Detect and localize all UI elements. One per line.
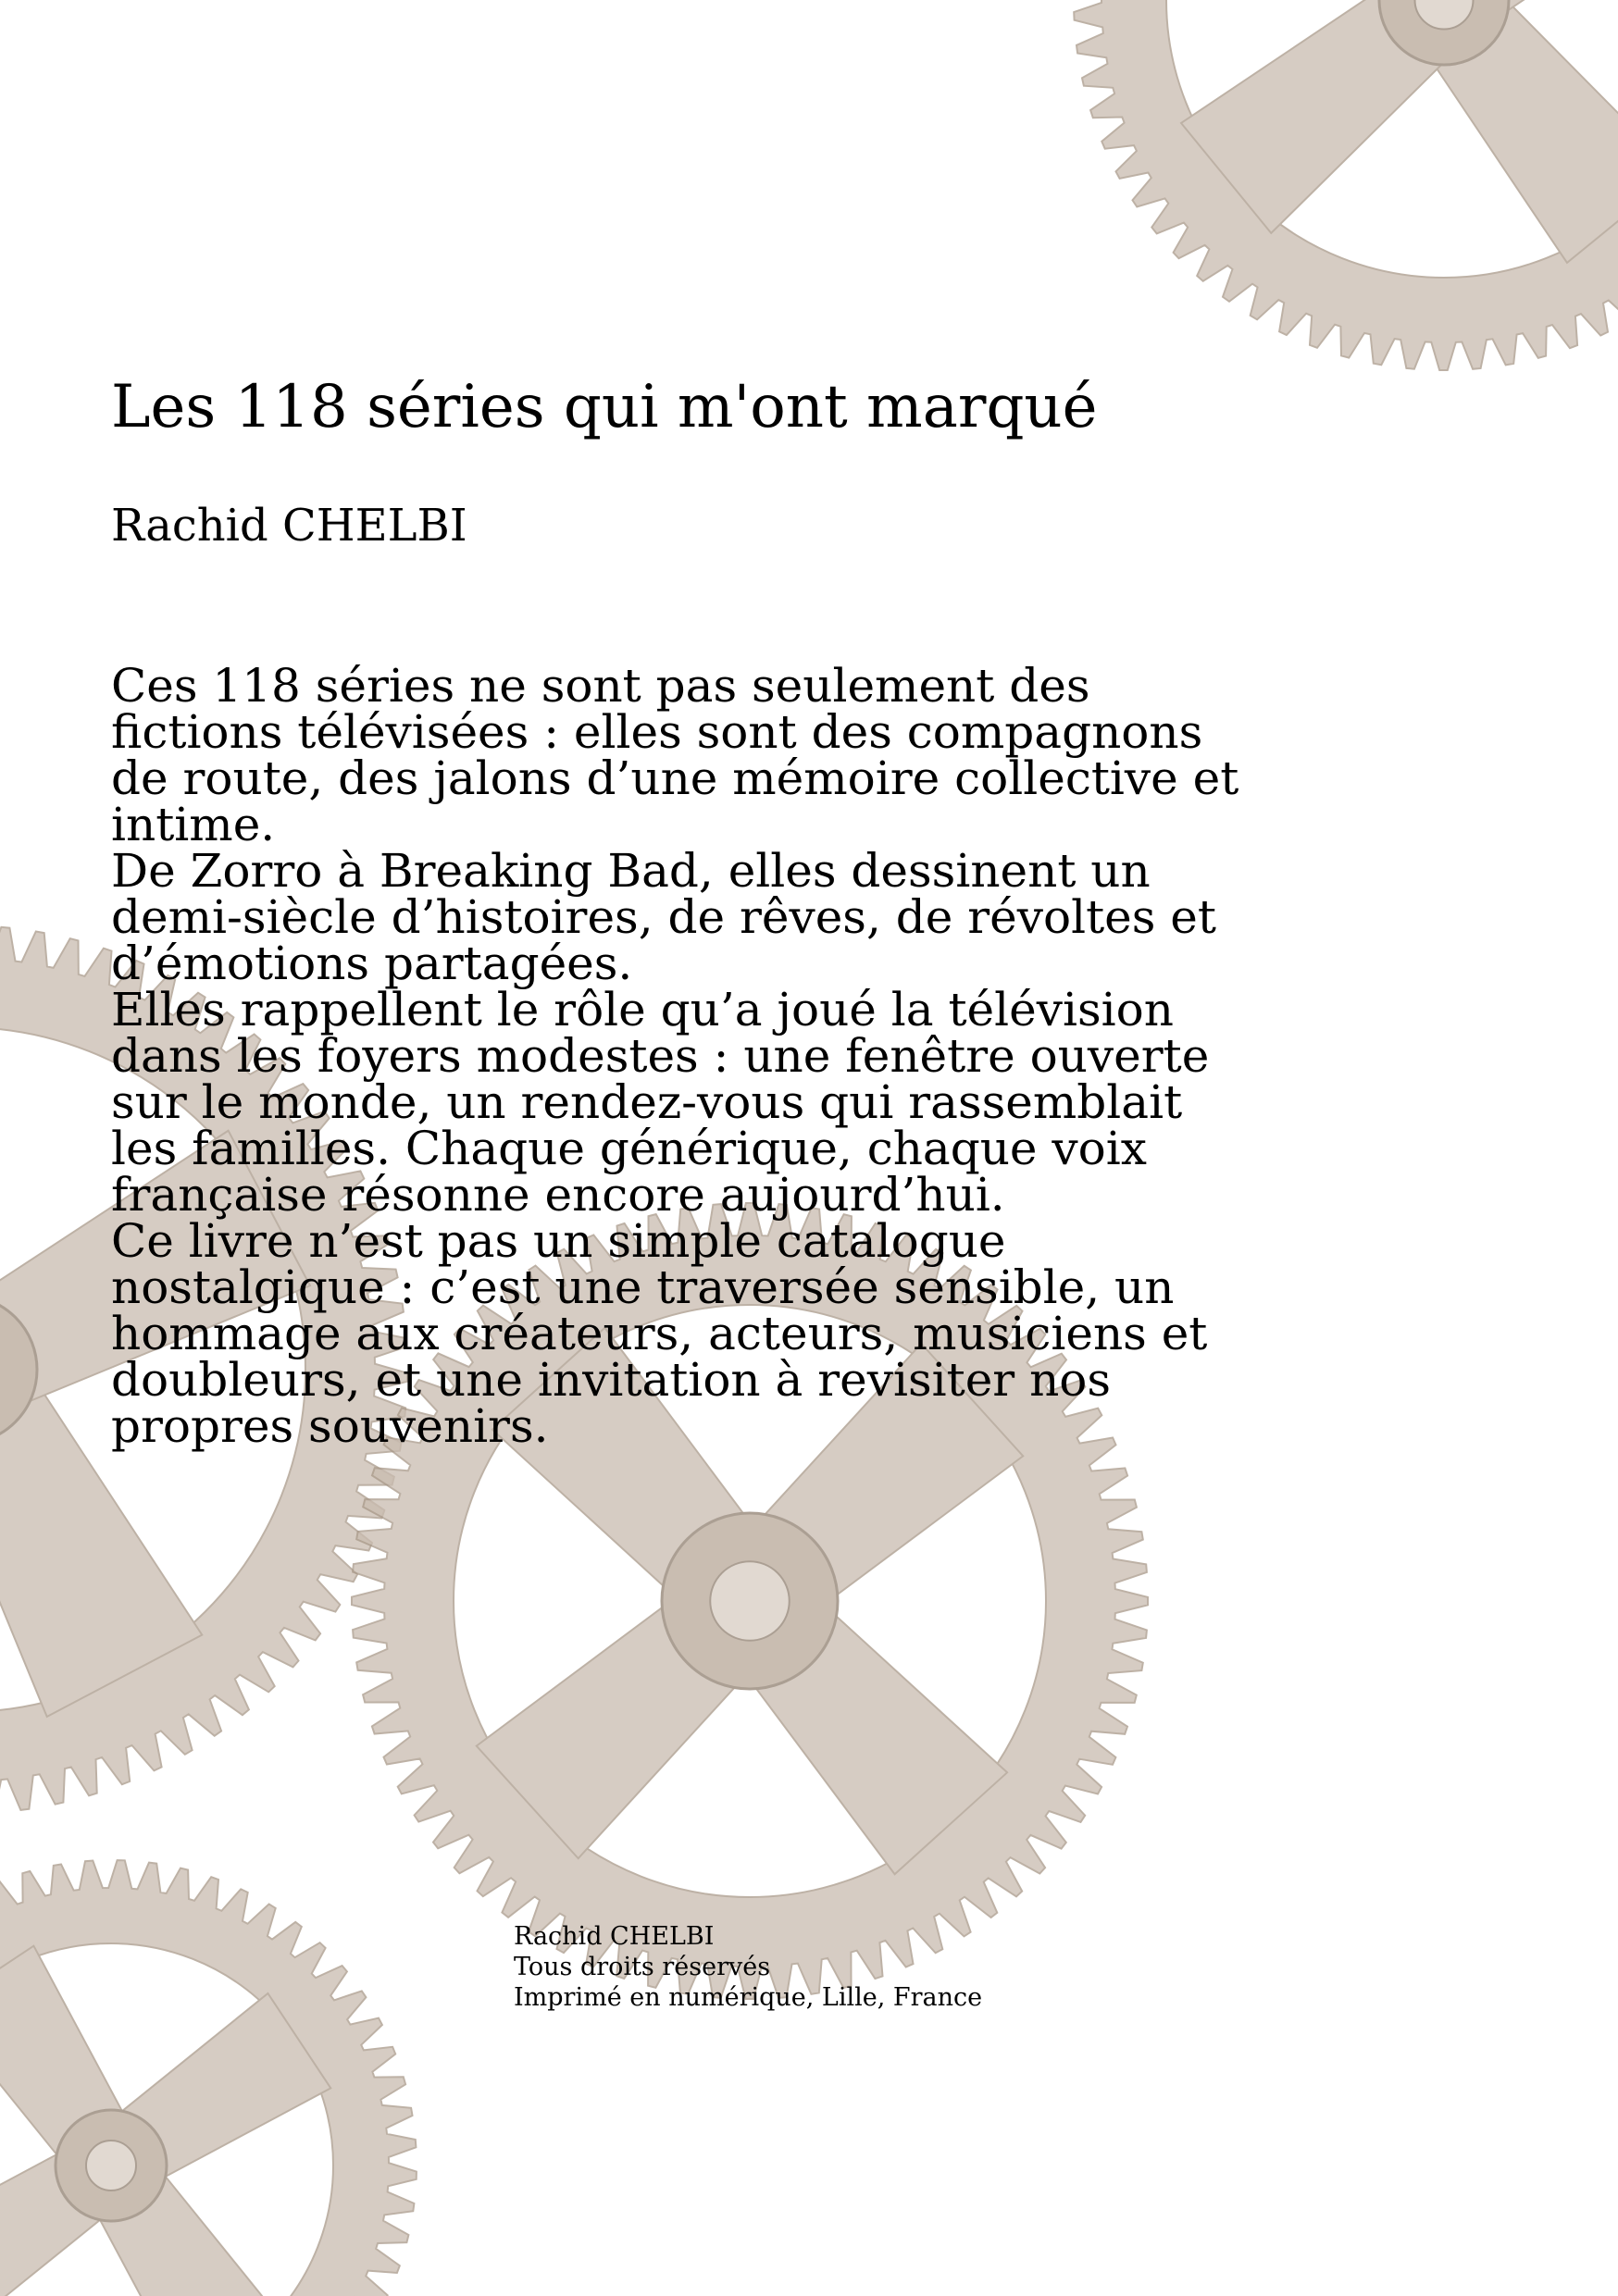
gear-illustration [0,1860,417,2296]
colophon-printed: Imprimé en numérique, Lille, France [514,1983,983,2012]
blurb [111,659,1250,1453]
blurb-paragraph: Elles rappellent le rôle qu’a joué la télévision dans les foyers modestes : une fenêtre ouverte sur le monde, un rendez-vous qui rassemblait les familles. Chaque générique, chaque voix française résonne encore aujourd’hui. [111,983,1210,1222]
blurb-paragraph: De Zorro à Breaking Bad, elles dessinent un demi-siècle d’histoires, de rêves, de révoltes et d’émotions partagées. [111,844,1216,990]
colophon [514,1921,1217,2013]
blurb-paragraph: Ces 118 séries ne sont pas seulement des fictions télévisées : elles sont des compagnons de route, des jalons d’une mémoire collective et intime. [111,659,1239,851]
book-title: Les 118 séries qui m'ont marqué [111,373,1098,441]
author-name: Rachid CHELBI [111,500,467,552]
blurb-paragraph: Ce livre n’est pas un simple catalogue nostalgique : c’est une traversée sensible, un hommage aux créateurs, acteurs, musiciens et doubleurs, et une invitation à revisiter nos propres souvenirs. [111,1214,1208,1453]
gear-illustration [1074,0,1618,370]
colophon-rights: Tous droits réservés [514,1953,771,1981]
colophon-name: Rachid CHELBI [514,1922,715,1951]
